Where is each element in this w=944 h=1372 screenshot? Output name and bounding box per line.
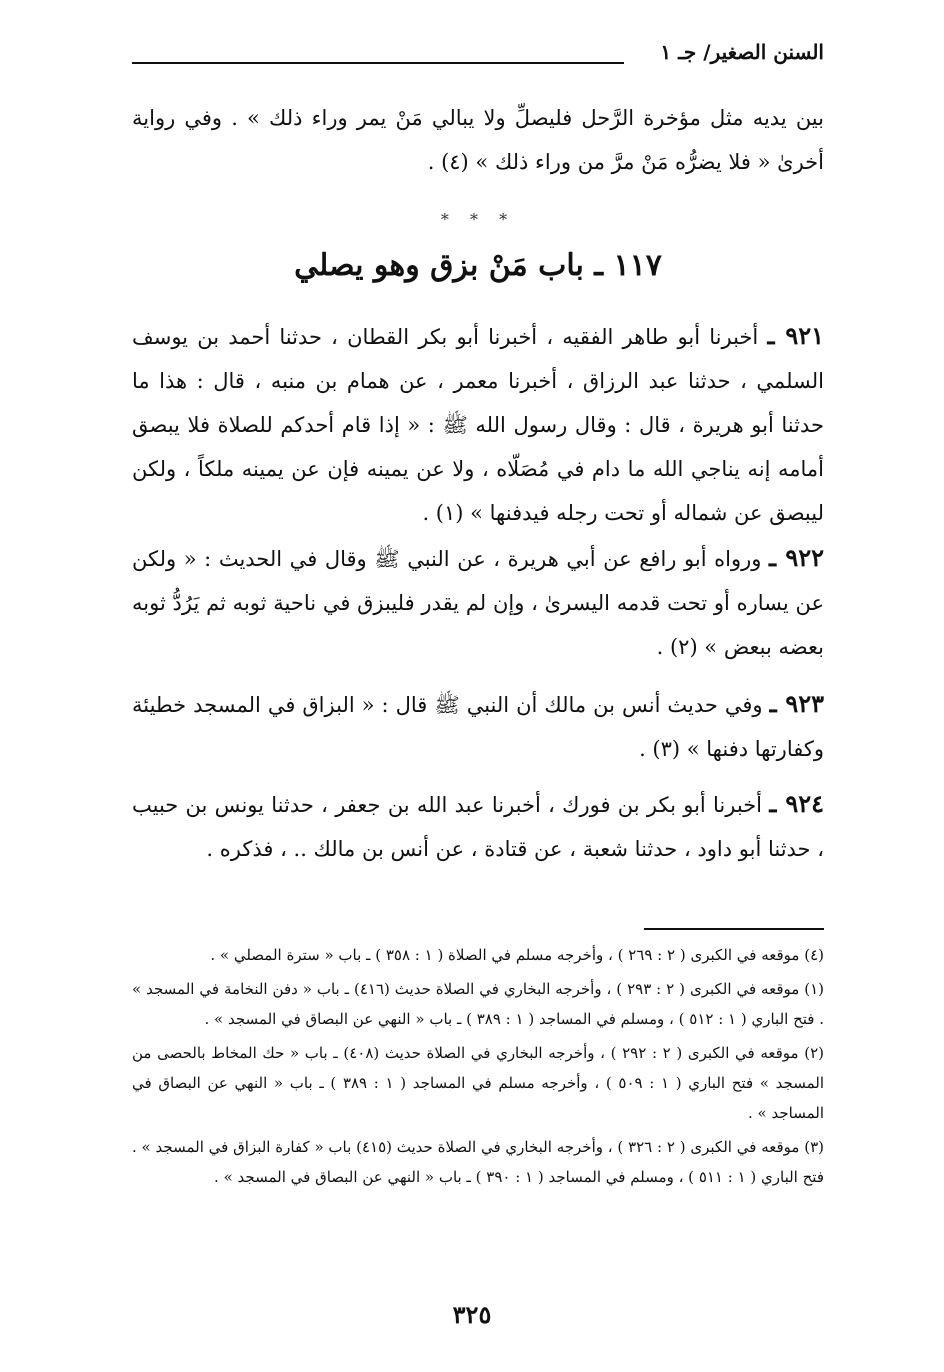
hadith-number: ٩٢١ ـ: [767, 321, 825, 350]
hadith-paragraph: [132, 536, 824, 669]
hadith-paragraph: [132, 782, 824, 871]
hadith-number: ٩٢٢ ـ: [769, 543, 824, 572]
footnotes-block: [132, 940, 824, 1196]
hadith-text: أخبرنا أبو بكر بن فورك ، أخبرنا عبد الله بن جعفر ، حدثنا يونس بن حبيب ، حدثنا أبو داود ، حدثنا شعبة ، عن قتادة ، عن أنس بن مالك .. ، فذكره .: [132, 793, 824, 861]
footnote: (٣) موقعه في الكبرى ( ٢ : ٣٢٦ ) ، وأخرجه البخاري في الصلاة حديث (٤١٥) باب « كفارة البزاق في المسجد » . فتح الباري ( ١ : ٥١١ ) ، ومسلم في المساجد ( ١ : ٣٩٠ ) ـ باب « النهي عن البصاق في المسجد » .: [132, 1138, 824, 1186]
hadith-text: أخبرنا أبو طاهر الفقيه ، أخبرنا أبو بكر القطان ، حدثنا أحمد بن يوسف السلمي ، حدثنا عبد الرزاق ، أخبرنا معمر ، عن همام بن منبه ، قال : هذا ما حدثنا أبو هريرة ، قال : وقال رسول الله ﷺ : « إذا قام أحدكم للصلاة فلا يبصق أمامه إنه يناجي الله ما دام في مُصَلّاه ، ولا عن يمينه فإن عن يمينه ملكاً ، ولكن ليبصق عن شماله أو تحت رجله فيدفنها » (١) .: [132, 325, 824, 525]
running-title: السنن الصغير/ جـ ١: [660, 40, 824, 64]
hadith-paragraph: [132, 314, 824, 535]
hadith-text: وفي حديث أنس بن مالك أن النبي ﷺ قال : « البزاق في المسجد خطيئة وكفارتها دفنها » (٣) .: [132, 693, 824, 761]
hadith-number: ٩٢٣ ـ: [769, 689, 824, 718]
running-header: [132, 40, 824, 80]
chapter-title: ١١٧ ـ باب مَنْ بزق وهو يصلي: [294, 248, 662, 283]
continuation-paragraph: بين يديه مثل مؤخرة الرَّحل فليصلِّ ولا يبالي مَنْ يمر وراء ذلك » . وفي رواية أخرىٰ « فلا يضرُّه مَنْ مرَّ من وراء ذلك » (٤) .: [132, 106, 824, 174]
footnote: (٤) موقعه في الكبرى ( ٢ : ٢٦٩ ) ، وأخرجه مسلم في الصلاة ( ١ : ٣٥٨ ) ـ باب « سترة المصلي » .: [210, 946, 824, 964]
footnote: (٢) موقعه في الكبرى ( ٢ : ٢٩٢ ) ، وأخرجه البخاري في الصلاة حديث (٤٠٨) ـ باب « حك المخاط بالحصى من المسجد » فتح الباري ( ١ : ٥٠٩ ) ، وأخرجه مسلم في المساجد ( ١ : ٣٨٩ ) ـ باب « النهي عن البصاق في المساجد » .: [132, 1044, 825, 1122]
section-separator: * * *: [440, 210, 516, 229]
hadith-text: ورواه أبو رافع عن أبي هريرة ، عن النبي ﷺ وقال في الحديث : « ولكن عن يساره أو تحت قدمه اليسرىٰ ، وإن لم يقدر فليبزق في ناحية ثوبه ثم يَرُدُّ ثوبه بعضه ببعض » (٢) .: [132, 547, 824, 659]
header-rule: [132, 62, 624, 64]
hadith-number: ٩٢٤ ـ: [769, 789, 824, 818]
footnote-rule: [644, 928, 824, 930]
footnote: (١) موقعه في الكبرى ( ٢ : ٢٩٣ ) ، وأخرجه البخاري في الصلاة حديث (٤١٦) ـ باب « دفن النخامة في المسجد » . فتح الباري ( ١ : ٥١٢ ) ، ومسلم في المساجد ( ١ : ٣٨٩ ) ـ باب « النهي عن البصاق في المسجد » .: [132, 980, 824, 1028]
hadith-paragraph: [132, 682, 824, 771]
page-number: ٣٢٥: [452, 1300, 492, 1329]
